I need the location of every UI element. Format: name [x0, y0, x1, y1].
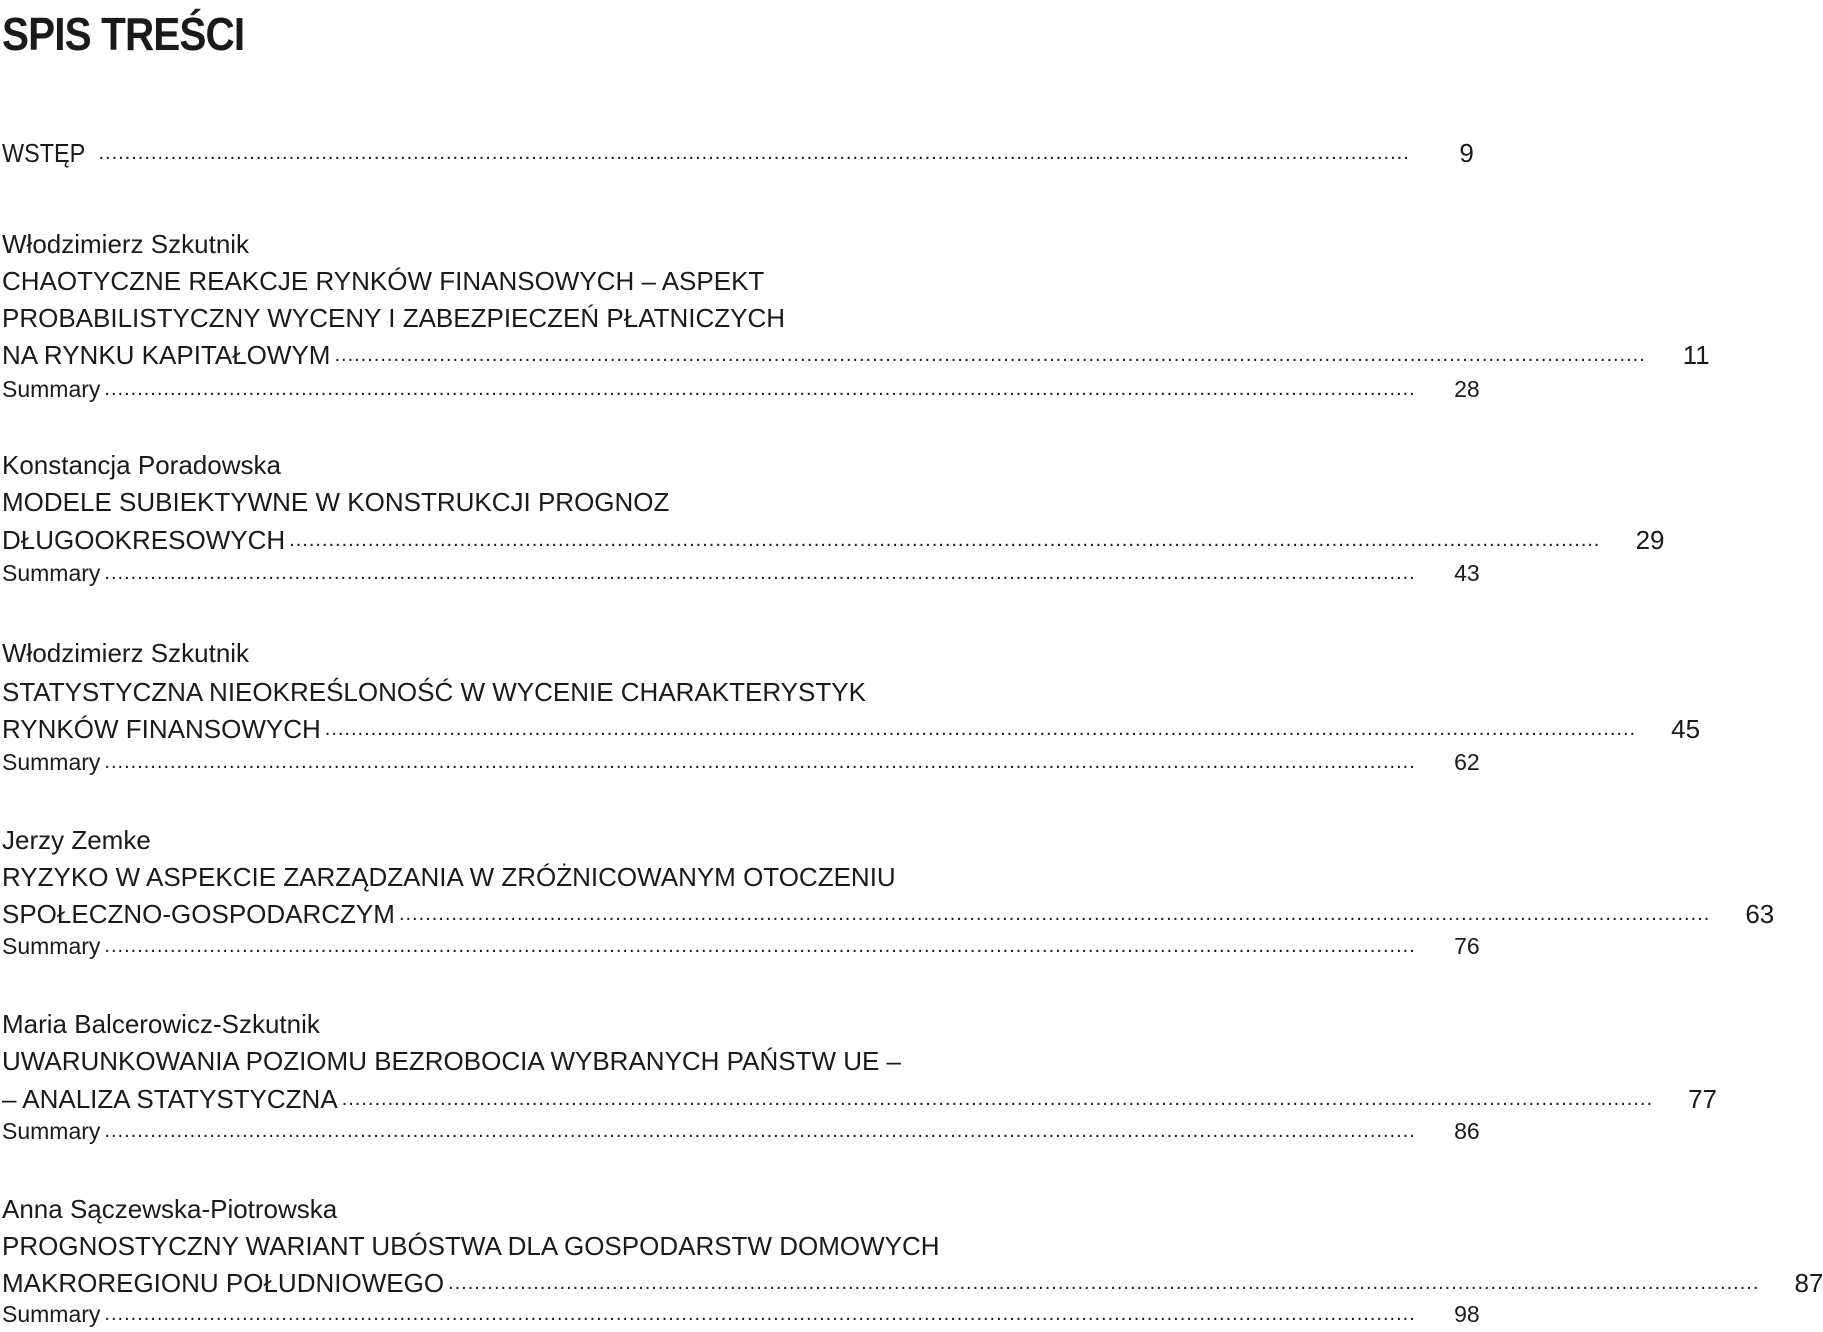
toc-entry-chapter[interactable] [2, 897, 1775, 931]
toc-entry-label: – ANALIZA STATYSTYCZNA [2, 1083, 338, 1114]
toc-entry-label: WSTĘP [2, 137, 86, 168]
toc-page-number: 76 [1454, 932, 1480, 959]
toc-entry-chapter[interactable] [2, 1082, 1718, 1116]
toc-entry-summary[interactable] [2, 929, 1480, 963]
dot-leader: ........................................................................................................................................................................................................ [398, 903, 1711, 925]
dot-leader: ........................................................................................................................................................................................................ [104, 378, 1416, 400]
dot-leader: ........................................................................................................................................................................................................ [104, 1120, 1416, 1142]
chapter-author: Włodzimierz Szkutnik [2, 229, 250, 259]
toc-page-number: 63 [1745, 898, 1775, 929]
toc-entry-chapter[interactable] [2, 523, 1665, 557]
toc-page-number: 62 [1454, 748, 1480, 775]
toc-entry-label: Summary [2, 559, 101, 586]
toc-page-number: 77 [1688, 1083, 1718, 1114]
dot-leader: ........................................................................................................................................................................................................ [334, 344, 1646, 366]
toc-entry-summary[interactable] [2, 372, 1480, 406]
dot-leader: ........................................................................................................................................................................................................ [104, 935, 1416, 957]
toc-page-number: 45 [1671, 713, 1701, 744]
toc-entry-label: NA RYNKU KAPITAŁOWYM [2, 339, 331, 370]
toc-entry-chapter[interactable] [2, 338, 1710, 372]
toc-page-number: 11 [1682, 339, 1710, 370]
toc-entry-label: Summary [2, 1117, 101, 1144]
chapter-title-line: RYZYKO W ASPEKCIE ZARZĄDZANIA W ZRÓŻNICOWANYM OTOCZENIU [2, 862, 896, 892]
dot-leader: ........................................................................................................................................................................................................ [341, 1088, 1654, 1110]
toc-entry-label: SPOŁECZNO-GOSPODARCZYM [2, 898, 395, 929]
toc-page-number: 98 [1454, 1300, 1480, 1327]
chapter-title-line: PROGNOSTYCZNY WARIANT UBÓSTWA DLA GOSPODARSTW DOMOWYCH [2, 1231, 940, 1261]
toc-page-number: 29 [1635, 524, 1665, 555]
toc-entry-chapter[interactable] [2, 1266, 1823, 1300]
toc-entry-summary[interactable] [2, 556, 1480, 590]
chapter-title-line: CHAOTYCZNE REAKCJE RYNKÓW FINANSOWYCH – ASPEKT [2, 266, 765, 296]
toc-entry-label: Summary [2, 375, 101, 402]
toc-entry-chapter[interactable] [2, 712, 1701, 746]
chapter-title-line: PROBABILISTYCZNY WYCENY I ZABEZPIECZEŃ PŁATNICZYCH [2, 303, 786, 333]
toc-entry-label: DŁUGOOKRESOWYCH [2, 524, 286, 555]
toc-page-number: 28 [1454, 375, 1480, 402]
chapter-author: Jerzy Zemke [2, 825, 151, 855]
chapter-author: Anna Sączewska-Piotrowska [2, 1194, 338, 1224]
dot-leader: ........................................................................................................................................................................................................ [448, 1272, 1760, 1294]
toc-entry-label: Summary [2, 1300, 101, 1327]
toc-page-number: 87 [1794, 1267, 1823, 1298]
toc-entry-summary[interactable] [2, 1114, 1480, 1148]
dot-leader: ........................................................................................................................................................................................................ [98, 142, 1410, 164]
toc-entry-intro[interactable] [2, 136, 1474, 170]
toc-entry-label: MAKROREGIONU POŁUDNIOWEGO [2, 1267, 445, 1298]
page-title: SPIS TREŚCI [2, 8, 245, 60]
toc-entry-summary[interactable] [2, 745, 1480, 779]
toc-page-number: 43 [1454, 559, 1480, 586]
chapter-title-line: MODELE SUBIEKTYWNE W KONSTRUKCJI PROGNOZ [2, 487, 670, 517]
dot-leader: ........................................................................................................................................................................................................ [104, 562, 1416, 584]
dot-leader: ........................................................................................................................................................................................................ [104, 751, 1416, 773]
dot-leader: ........................................................................................................................................................................................................ [289, 529, 1601, 551]
toc-page-number: 9 [1459, 137, 1474, 168]
toc-entry-summary[interactable] [2, 1297, 1480, 1331]
dot-leader: ........................................................................................................................................................................................................ [324, 718, 1637, 740]
chapter-author: Maria Balcerowicz-Szkutnik [2, 1009, 320, 1039]
chapter-author: Włodzimierz Szkutnik [2, 638, 250, 668]
toc-entry-label: Summary [2, 932, 101, 959]
chapter-title-line: UWARUNKOWANIA POZIOMU BEZROBOCIA WYBRANYCH PAŃSTW UE – [2, 1046, 902, 1076]
toc-entry-label: Summary [2, 748, 101, 775]
toc-page-number: 86 [1454, 1117, 1480, 1144]
chapter-author: Konstancja Poradowska [2, 450, 281, 480]
chapter-title-line: STATYSTYCZNA NIEOKREŚLONOŚĆ W WYCENIE CHARAKTERYSTYK [2, 677, 866, 707]
toc-entry-label: RYNKÓW FINANSOWYCH [2, 713, 321, 744]
dot-leader: ........................................................................................................................................................................................................ [104, 1303, 1416, 1325]
